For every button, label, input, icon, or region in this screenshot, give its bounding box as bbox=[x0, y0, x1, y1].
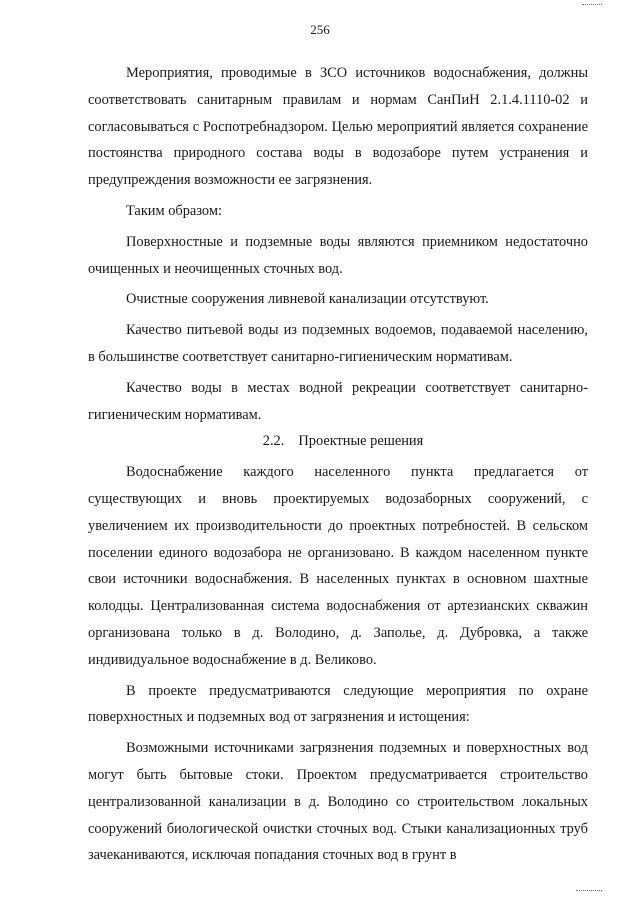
paragraph-water-supply: Водоснабжение каждого населенного пункта предлагается от существующих и вновь проектируемых водозаборных сооружений, с увеличением их производительности до проектных потребностей. В сельском поселении единого водозабора не организовано. В каждом населенном пункте свои источники водоснабжения. В населенных пунктах в основном шахтные колодцы. Централизованная система водоснабжения от артезианских скважин организована только в д. Володино, д. Заполье, д. Дубровка, а также индивидуальное водоснабжение в д. Великово. bbox=[88, 464, 588, 668]
page-body bbox=[88, 60, 588, 869]
paragraph-storm-sewer: Очистные сооружения ливневой канализации отсутствуют. bbox=[126, 291, 489, 308]
scan-corner-mark bbox=[582, 0, 602, 5]
section-number: 2.2. bbox=[262, 433, 285, 450]
paragraph-recreation-water-quality: Качество воды в местах водной рекреации соответствует санитарно-гигиеническим нормативам. bbox=[88, 379, 588, 423]
paragraph-zso-measures: Мероприятия, проводимые в ЗСО источников водоснабжения, должны соответствовать санитарным правилам и нормам СанПиН 2.1.4.1110-02 и согласовываться с Роспотребнадзором. Целью мероприятий является сохранение постоянства природного состава воды в водозаборе путем устранения и предупреждения возможности ее загрязнения. bbox=[88, 65, 588, 189]
scan-corner-mark-bottom bbox=[576, 886, 602, 891]
paragraph-thus: Таким образом: bbox=[126, 202, 222, 219]
paragraph-pollution-sources: Возможными источниками загрязнения подземных и поверхностных вод могут быть бытовые стоки. Проектом предусматривается строительство централизованной канализации в д. Володино со строительством локальных сооружений биологической очистки сточных вод. Стыки канализационных труб зачеканиваются, исключая попадания сточных вод в грунт в bbox=[88, 740, 588, 864]
section-title: Проектные решения bbox=[298, 433, 424, 450]
paragraph-protection-measures: В проекте предусматриваются следующие мероприятия по охране поверхностных и подземных вод от загрязнения и истощения: bbox=[88, 682, 588, 726]
section-heading bbox=[88, 428, 588, 455]
paragraph-drinking-water-quality: Качество питьевой воды из подземных водоемов, подаваемой населению, в большинстве соответствует санитарно-гигиеническим нормативам. bbox=[88, 322, 588, 365]
page-number: 256 bbox=[310, 22, 330, 37]
paragraph-surface-groundwater: Поверхностные и подземные воды являются приемником недостаточно очищенных и неочищенных сточных вод. bbox=[88, 233, 588, 277]
